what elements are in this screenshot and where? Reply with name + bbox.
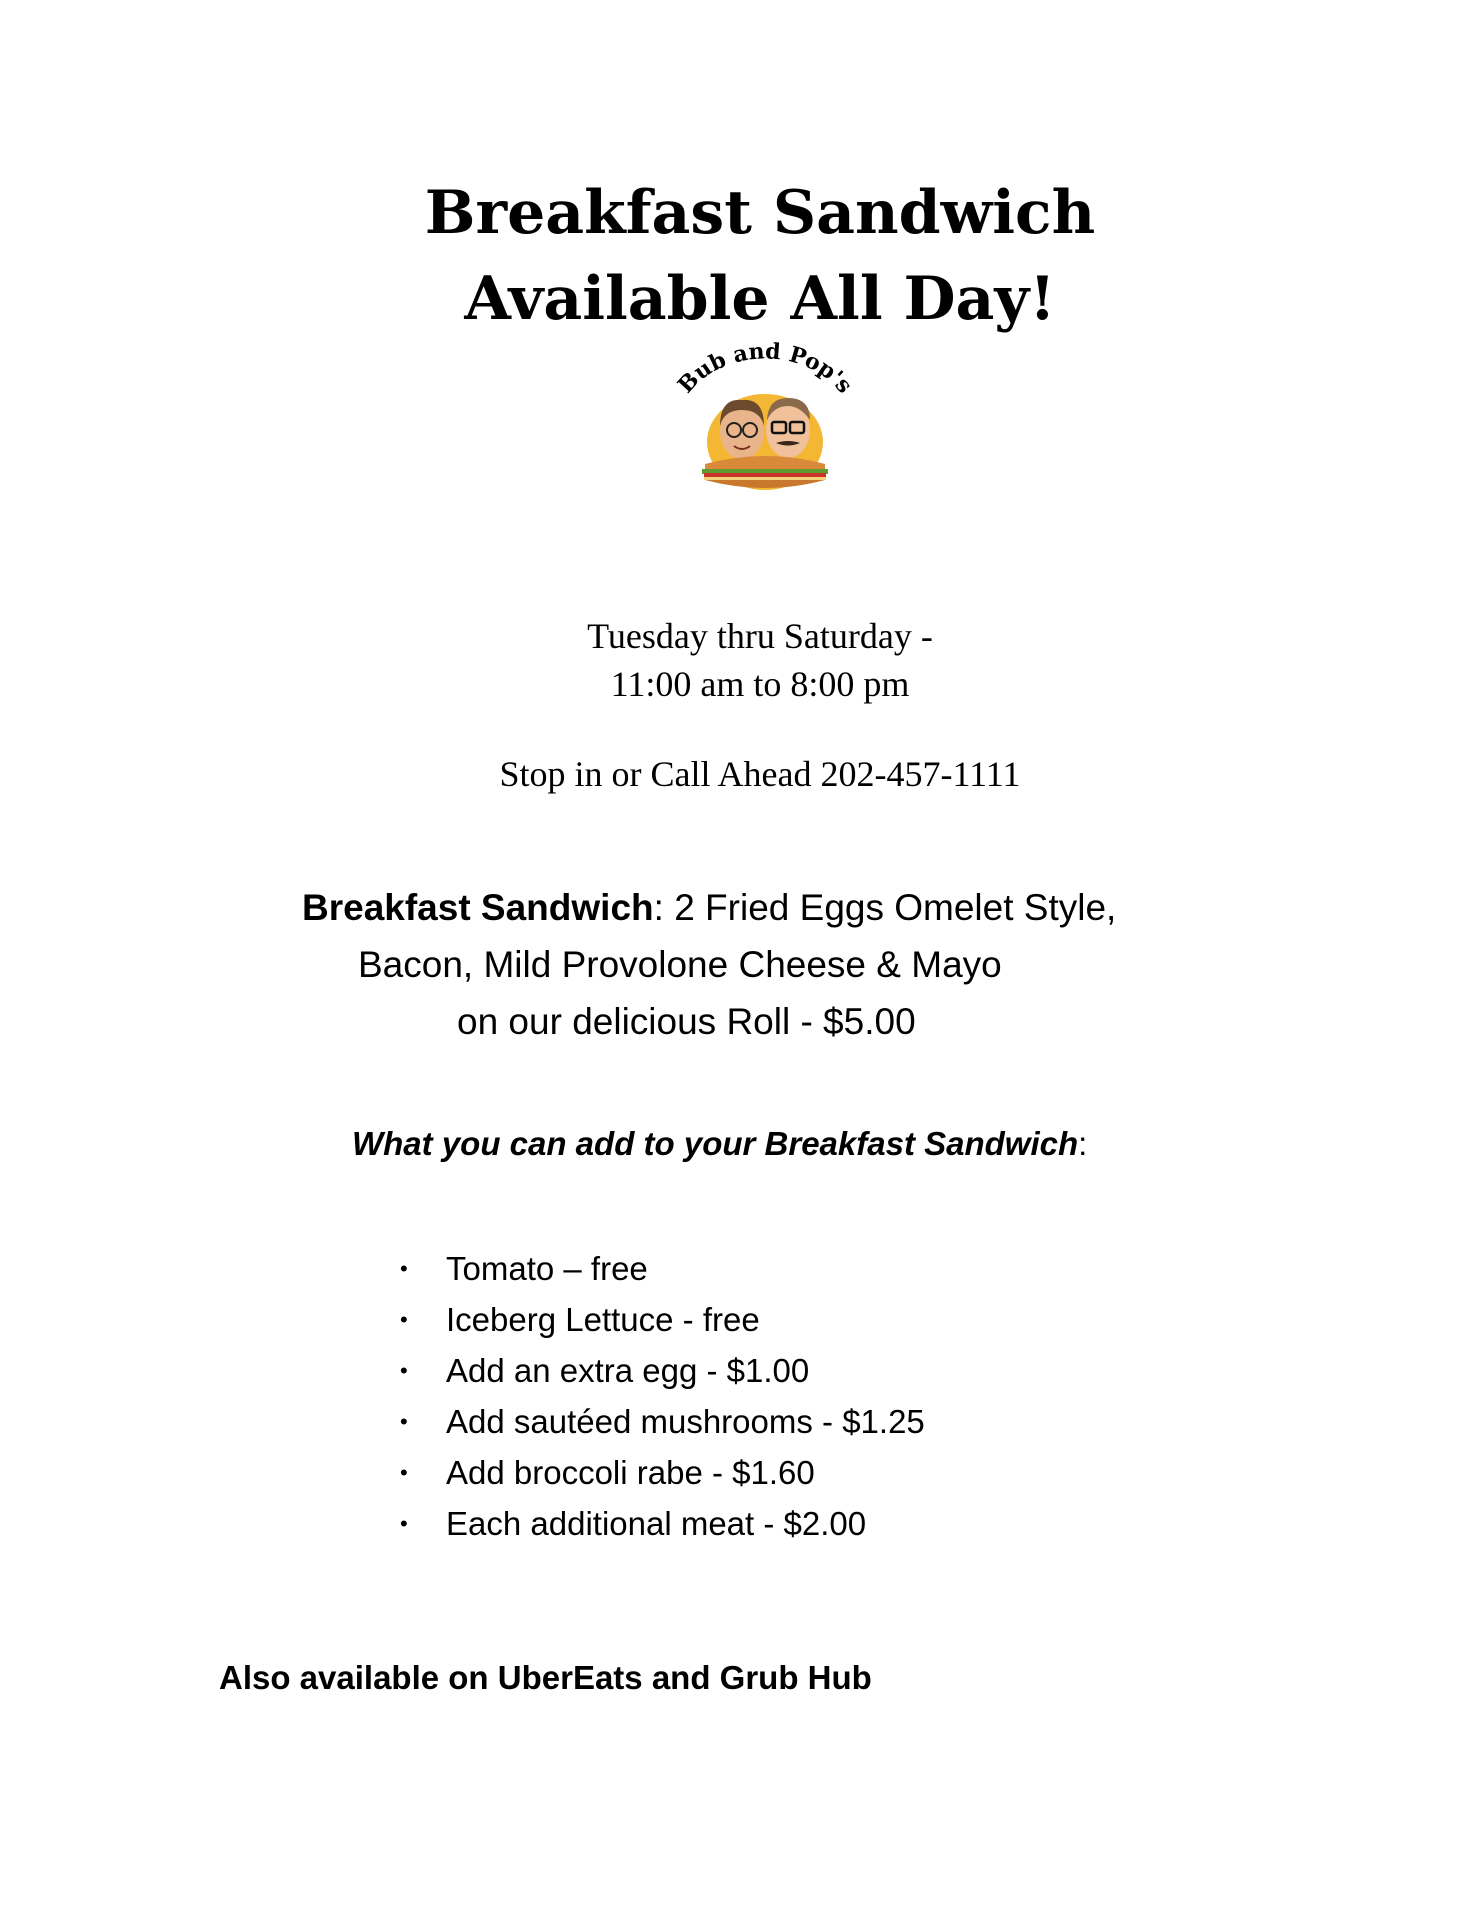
call-ahead-phone: Stop in or Call Ahead 202-457-1111	[499, 754, 1021, 794]
list-item	[400, 1243, 925, 1294]
sandwich-desc-line-3: on our delicious Roll - $5.00	[457, 1001, 916, 1042]
addon-label: Tomato – free	[446, 1250, 648, 1287]
bullet-icon: •	[400, 1256, 408, 1281]
list-item	[400, 1294, 925, 1345]
bullet-icon: •	[400, 1409, 408, 1434]
bub-and-pops-logo	[660, 340, 870, 500]
sandwich-desc-line-1	[302, 880, 1116, 936]
logo-text: Bub and Pop's	[672, 340, 858, 399]
business-hours	[0, 612, 1484, 708]
hours-times: 11:00 am to 8:00 pm	[610, 664, 910, 704]
sandwich-name: Breakfast Sandwich	[302, 887, 654, 928]
addons-list	[400, 1243, 925, 1549]
list-item	[400, 1447, 925, 1498]
title-line-1: Breakfast Sandwich	[424, 178, 1096, 248]
list-item	[400, 1396, 925, 1447]
logo-graphic	[660, 340, 870, 500]
page-title	[0, 170, 1484, 342]
addons-heading-text: What you can add to your Breakfast Sandwich	[352, 1125, 1079, 1162]
addon-label: Add sautéed mushrooms - $1.25	[446, 1403, 925, 1440]
addons-heading	[352, 1122, 1087, 1166]
bullet-icon: •	[400, 1358, 408, 1383]
addons-heading-colon: :	[1078, 1125, 1088, 1162]
hours-days: Tuesday thru Saturday -	[587, 616, 933, 656]
addon-label: Iceberg Lettuce - free	[446, 1301, 760, 1338]
logo-lettering	[673, 340, 858, 398]
title-line-2: Available All Day!	[464, 264, 1056, 334]
bullet-icon: •	[400, 1307, 408, 1332]
list-item	[400, 1498, 925, 1549]
bullet-icon: •	[400, 1511, 408, 1536]
addon-label: Add an extra egg - $1.00	[446, 1352, 810, 1389]
addon-label: Add broccoli rabe - $1.60	[446, 1454, 815, 1491]
bullet-icon: •	[400, 1460, 408, 1485]
sandwich-desc-rest: : 2 Fried Eggs Omelet Style,	[653, 887, 1117, 928]
list-item	[400, 1345, 925, 1396]
delivery-note: Also available on UberEats and Grub Hub	[219, 1659, 872, 1696]
sandwich-desc-line-2: Bacon, Mild Provolone Cheese & Mayo	[358, 944, 1002, 985]
addon-label: Each additional meat - $2.00	[446, 1505, 867, 1542]
